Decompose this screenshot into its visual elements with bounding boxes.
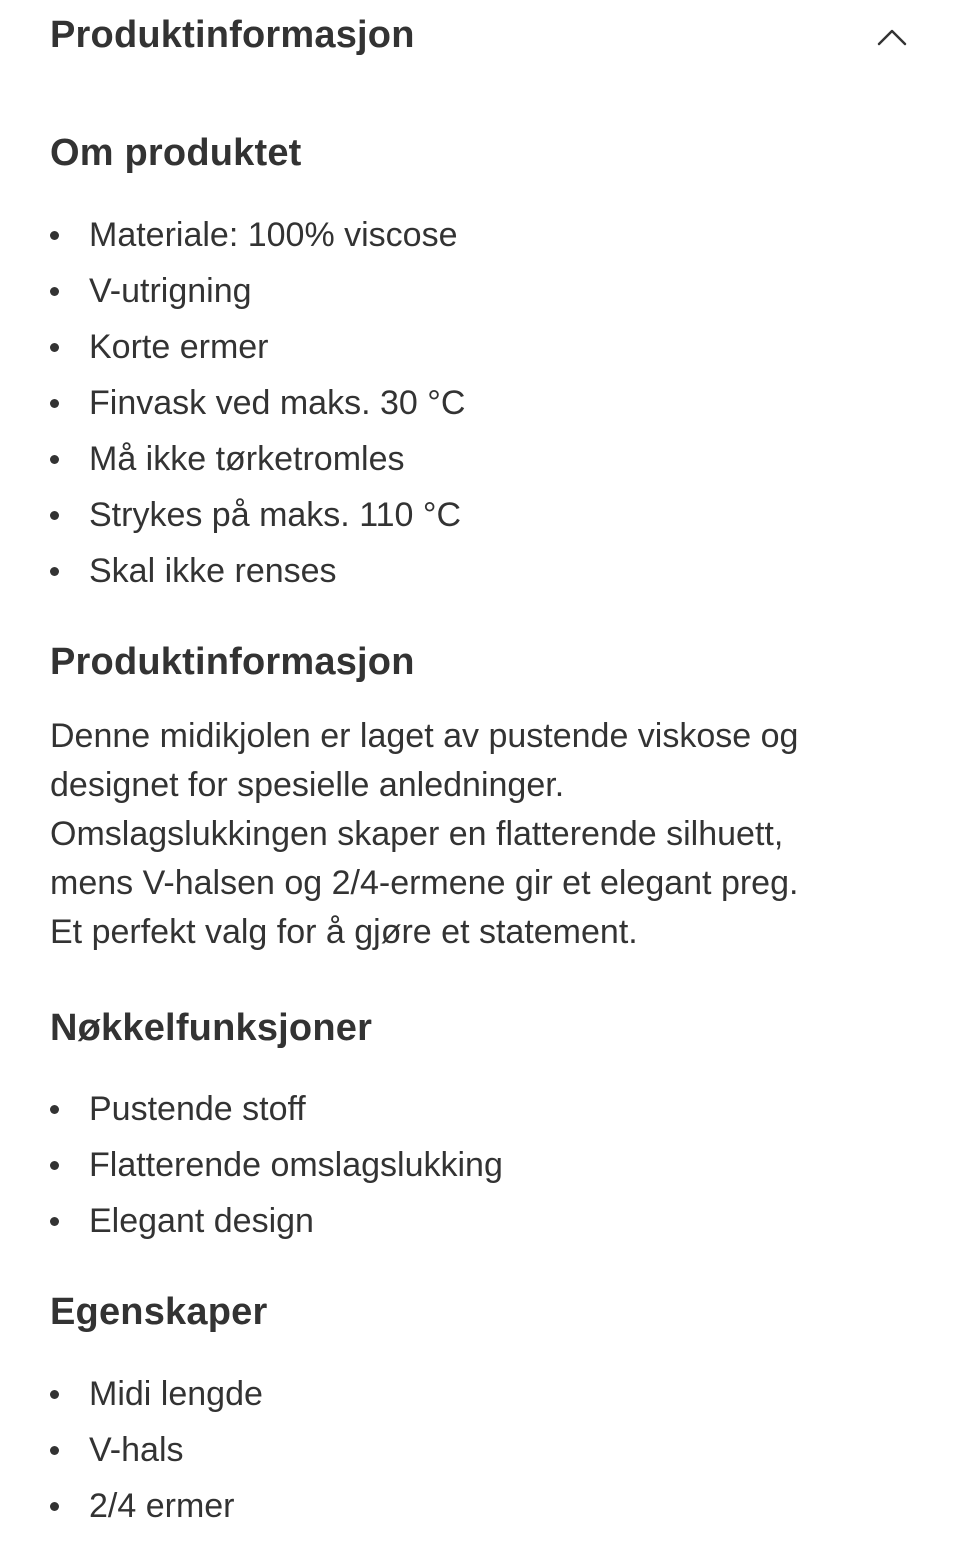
list-item: Materiale: 100% viscose (50, 207, 910, 263)
list-item: V-hals (50, 1422, 910, 1478)
list-item: 2/4 ermer (50, 1478, 910, 1534)
description-line: Denne midikjolen er laget av pustende viskose og (50, 717, 799, 755)
list-item: Må ikke tørketromles (50, 431, 910, 487)
list-item: Skal ikke renses (50, 543, 910, 599)
section-heading: Om produktet (50, 132, 302, 174)
list-item: Finvask ved maks. 30 °C (50, 375, 910, 431)
list-item: Strykes på maks. 110 °C (50, 487, 910, 543)
product-description (50, 712, 910, 957)
accordion-title: Produktinformasjon (50, 14, 415, 56)
product-info-panel (50, 0, 910, 1534)
section-produktinformasjon (50, 639, 910, 957)
list-item: V-utrigning (50, 263, 910, 319)
accordion-header[interactable] (50, 0, 910, 72)
section-egenskaper (50, 1289, 910, 1534)
list-item: Pustende stoff (50, 1081, 910, 1137)
description-line: Omslagslukkingen skaper en flatterende silhuett, (50, 815, 784, 853)
description-line: Et perfekt valg for å gjøre et statement. (50, 913, 638, 951)
section-heading: Egenskaper (50, 1291, 268, 1333)
feature-list (50, 1081, 910, 1249)
section-nokkelfunksjoner (50, 1005, 910, 1249)
feature-list (50, 207, 910, 599)
list-item: Korte ermer (50, 319, 910, 375)
list-item: Midi lengde (50, 1366, 910, 1422)
list-item: Elegant design (50, 1193, 910, 1249)
feature-list (50, 1366, 910, 1534)
section-om-produktet (50, 130, 910, 599)
section-heading: Nøkkelfunksjoner (50, 1007, 373, 1049)
chevron-up-icon[interactable] (874, 20, 910, 52)
list-item: Flatterende omslagslukking (50, 1137, 910, 1193)
section-heading: Produktinformasjon (50, 641, 415, 683)
description-line: mens V-halsen og 2/4-ermene gir et elegant preg. (50, 864, 799, 902)
description-line: designet for spesielle anledninger. (50, 766, 565, 804)
